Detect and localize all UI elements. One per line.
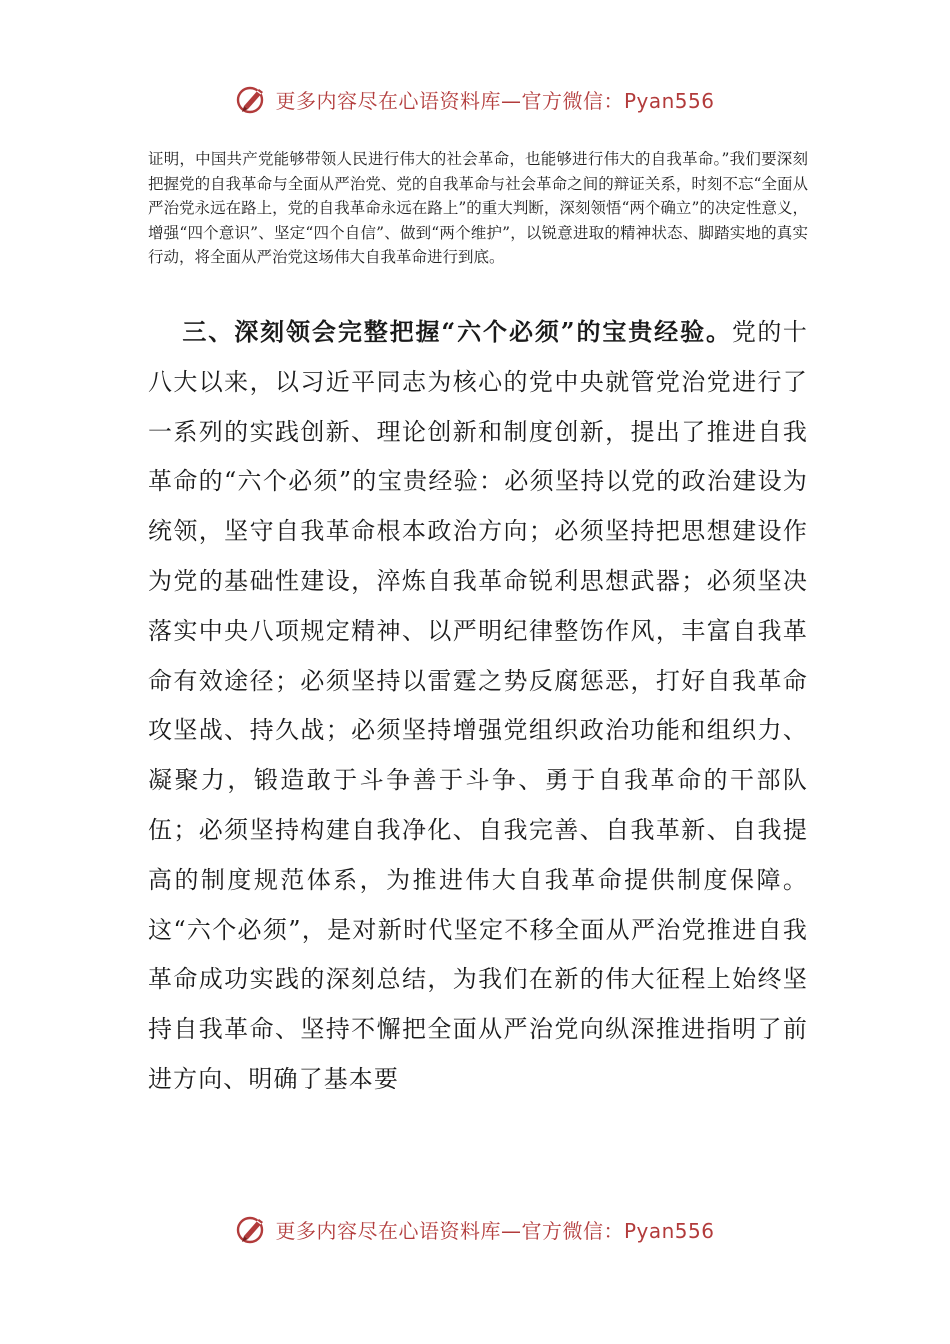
pen-logo-icon	[235, 1212, 269, 1246]
footer-watermark	[0, 1212, 950, 1246]
section-paragraph	[148, 307, 808, 1105]
pen-logo-icon	[235, 82, 269, 116]
watermark-text: 更多内容尽在心语资料库—官方微信：Pyan556	[275, 1218, 715, 1243]
watermark-text: 更多内容尽在心语资料库—官方微信：Pyan556	[275, 88, 715, 113]
continuation-paragraph: 证明，中国共产党能够带领人民进行伟大的社会革命，也能够进行伟大的自我革命。”我们要深刻把握党的自我革命与全面从严治党、党的自我革命与社会革命之间的辩证关系，时刻不忘“全面从严治党永远在路上，党的自我革命永远在路上”的重大判断，深刻领悟“两个确立”的决定性意义，增强“四个意识”、坚定“四个自信”、做到“两个维护”，以锐意进取的精神状态、脚踏实地的真实行动，将全面从严治党这场伟大自我革命进行到底。	[148, 150, 808, 267]
header-watermark	[0, 82, 950, 116]
section-heading: 三、深刻领会完整把握“六个必须”的宝贵经验。	[182, 317, 732, 346]
section-body: 党的十八大以来，以习近平同志为核心的党中央就管党治党进行了一系列的实践创新、理论创新和制度创新，提出了推进自我革命的“六个必须”的宝贵经验：必须坚持以党的政治建设为统领，坚守自我革命根本政治方向；必须坚持把思想建设作为党的基础性建设，淬炼自我革命锐利思想武器；必须坚决落实中央八项规定精神、以严明纪律整饬作风，丰富自我革命有效途径；必须坚持以雷霆之势反腐惩恶，打好自我革命攻坚战、持久战；必须坚持增强党组织政治功能和组织力、凝聚力，锻造敢于斗争善于斗争、勇于自我革命的干部队伍；必须坚持构建自我净化、自我完善、自我革新、自我提高的制度规范体系，为推进伟大自我革命提供制度保障。这“六个必须”，是对新时代坚定不移全面从严治党推进自我革命成功实践的深刻总结，为我们在新的伟大征程上始终坚持自我革命、坚持不懈把全面从严治党向纵深推进指明了前进方向、明确了基本要	[148, 318, 808, 1093]
